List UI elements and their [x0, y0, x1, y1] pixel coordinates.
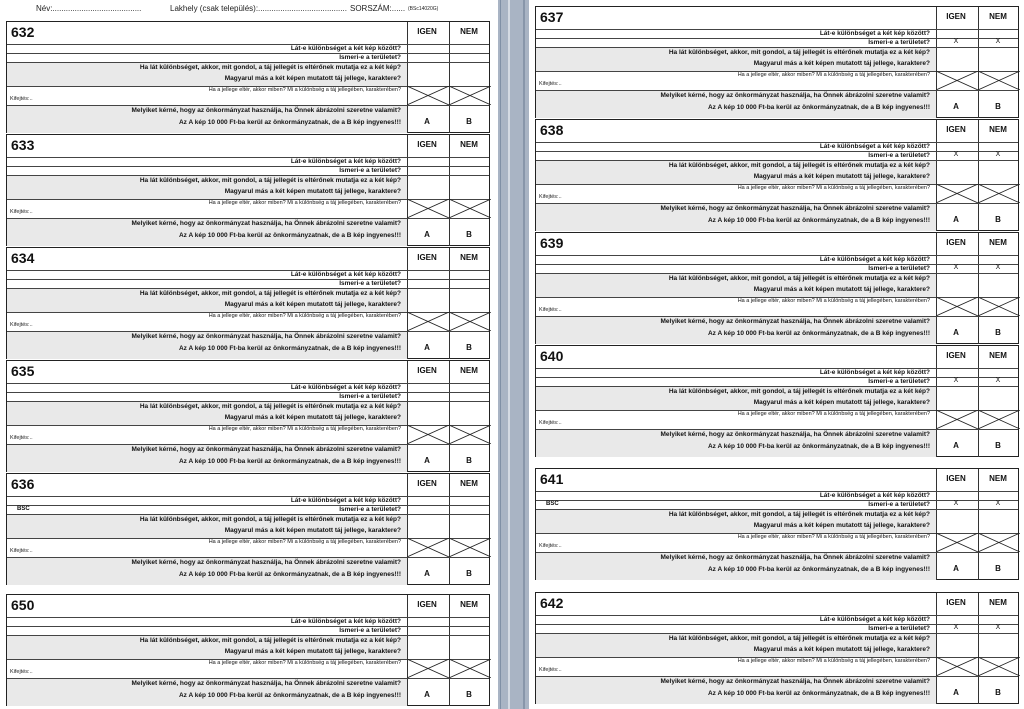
- x-mark-no: X: [995, 624, 1001, 631]
- question-how-different: Ha a jellege eltér, akkor miben? Mi a különbség a táj jellegében, karakterében?: [208, 539, 401, 545]
- question-block: [6, 247, 490, 359]
- question-difference: Lát-e különbséget a két kép között?: [290, 271, 401, 278]
- question-preference-b: Az A kép 10 000 Ft-ba kerül az önkormányzatnak, de a B kép ingyenes!!!: [707, 443, 930, 450]
- question-preference-b: Az A kép 10 000 Ft-ba kerül az önkormányzatnak, de a B kép ingyenes!!!: [707, 330, 930, 337]
- question-character-b: Magyarul más a két képen mutatott táj jellege, karaktere?: [224, 527, 401, 534]
- answer-b[interactable]: B: [466, 456, 472, 465]
- answer-b[interactable]: B: [995, 564, 1001, 573]
- question-character-b: Magyarul más a két képen mutatott táj jellege, karaktere?: [224, 414, 401, 421]
- no-column-header: NEM: [460, 140, 478, 149]
- yes-column-header: IGEN: [946, 12, 966, 21]
- explanation-label: Kifejtés:..: [539, 667, 562, 673]
- question-difference: Lát-e különbséget a két kép között?: [819, 492, 930, 499]
- question-know-area: Ismeri-e a területet?: [339, 393, 401, 400]
- explanation-label: Kifejtés:..: [10, 669, 33, 675]
- question-character-a: Ha lát különbséget, akkor, mit gondol, a táj jellegét is eltérőnek mutatja ez a két kép?: [668, 49, 930, 56]
- question-character-a: Ha lát különbséget, akkor, mit gondol, a táj jellegét is eltérőnek mutatja ez a két kép?: [139, 64, 401, 71]
- answer-b[interactable]: B: [466, 690, 472, 699]
- no-column-header: NEM: [989, 238, 1007, 247]
- question-preference-a: Melyiket kérné, hogy az önkormányzat használja, ha Önnek ábrázolni szeretne valamit?: [131, 107, 401, 114]
- question-difference: Lát-e különbséget a két kép között?: [819, 143, 930, 150]
- question-character-b: Magyarul más a két képen mutatott táj jellege, karaktere?: [224, 75, 401, 82]
- answer-b[interactable]: B: [995, 688, 1001, 697]
- crossed-cell: [449, 659, 491, 678]
- question-difference: Lát-e különbséget a két kép között?: [290, 158, 401, 165]
- question-character-b: Magyarul más a két képen mutatott táj jellege, karaktere?: [753, 646, 930, 653]
- question-know-area: Ismeri-e a területet?: [339, 167, 401, 174]
- question-know-area: Ismeri-e a területet?: [868, 378, 930, 385]
- crossed-cell: [407, 199, 449, 218]
- question-character-a: Ha lát különbséget, akkor, mit gondol, a táj jellegét is eltérőnek mutatja ez a két kép?: [668, 275, 930, 282]
- yes-column-header: IGEN: [417, 479, 437, 488]
- question-preference-a: Melyiket kérné, hogy az önkormányzat használja, ha Önnek ábrázolni szeretne valamit?: [660, 431, 930, 438]
- explanation-label: Kifejtés:..: [539, 307, 562, 313]
- x-mark-yes: X: [953, 500, 959, 507]
- explanation-label: Kifejtés:..: [10, 548, 33, 554]
- crossed-cell: [978, 410, 1020, 429]
- question-know-area: Ismeri-e a területet?: [339, 54, 401, 61]
- x-mark-no: X: [995, 151, 1001, 158]
- explanation-label: Kifejtés:..: [539, 81, 562, 87]
- explanation-label: Kifejtés:..: [539, 194, 562, 200]
- form-row: [536, 255, 1018, 264]
- question-preference-b: Az A kép 10 000 Ft-ba kerül az önkormányzatnak, de a B kép ingyenes!!!: [707, 217, 930, 224]
- form-row: [7, 279, 489, 288]
- x-mark-yes: X: [953, 624, 959, 631]
- question-character-a: Ha lát különbséget, akkor, mit gondol, a táj jellegét is eltérőnek mutatja ez a két kép?: [139, 516, 401, 523]
- question-block: [6, 594, 490, 706]
- question-know-area: Ismeri-e a területet?: [868, 39, 930, 46]
- question-difference: Lát-e különbséget a két kép között?: [290, 497, 401, 504]
- answer-a[interactable]: A: [953, 441, 959, 450]
- question-preference-a: Melyiket kérné, hogy az önkormányzat használja, ha Önnek ábrázolni szeretne valamit?: [660, 554, 930, 561]
- no-column-header: NEM: [989, 12, 1007, 21]
- divider-line: [523, 0, 525, 709]
- crossed-cell: [936, 410, 978, 429]
- divider-highlight: [508, 0, 510, 709]
- yes-column-header: IGEN: [946, 351, 966, 360]
- question-character-a: Ha lát különbséget, akkor, mit gondol, a táj jellegét is eltérőnek mutatja ez a két kép?: [139, 290, 401, 297]
- answer-b[interactable]: B: [995, 215, 1001, 224]
- image-pair-number: 632: [11, 24, 35, 40]
- form-row: [7, 166, 489, 175]
- answer-a[interactable]: A: [424, 117, 430, 126]
- question-character-a: Ha lát különbséget, akkor, mit gondol, a táj jellegét is eltérőnek mutatja ez a két kép?: [139, 403, 401, 410]
- answer-a[interactable]: A: [424, 690, 430, 699]
- question-know-area: Ismeri-e a területet?: [868, 265, 930, 272]
- question-character-a: Ha lát különbséget, akkor, mit gondol, a táj jellegét is eltérőnek mutatja ez a két kép?: [668, 388, 930, 395]
- image-pair-number: 634: [11, 250, 35, 266]
- question-preference-b: Az A kép 10 000 Ft-ba kerül az önkormányzatnak, de a B kép ingyenes!!!: [178, 571, 401, 578]
- image-pair-number: 637: [540, 9, 564, 25]
- image-pair-number: 641: [540, 471, 564, 487]
- explanation-label: Kifejtés:..: [10, 322, 33, 328]
- crossed-cell: [978, 184, 1020, 203]
- question-block: [535, 592, 1019, 704]
- yes-column-header: IGEN: [946, 474, 966, 483]
- answer-b[interactable]: B: [995, 328, 1001, 337]
- form-row: [7, 505, 489, 514]
- question-know-area: Ismeri-e a területet?: [339, 627, 401, 634]
- question-how-different: Ha a jellege eltér, akkor miben? Mi a különbség a táj jellegében, karakterében?: [737, 658, 930, 664]
- question-preference-a: Melyiket kérné, hogy az önkormányzat használja, ha Önnek ábrázolni szeretne valamit?: [131, 333, 401, 340]
- question-block: [6, 134, 490, 246]
- crossed-cell: [407, 312, 449, 331]
- image-pair-number: 635: [11, 363, 35, 379]
- crossed-cell: [936, 297, 978, 316]
- question-character-b: Magyarul más a két képen mutatott táj jellege, karaktere?: [224, 648, 401, 655]
- question-character-a: Ha lát különbséget, akkor, mit gondol, a táj jellegét is eltérőnek mutatja ez a két kép?: [668, 511, 930, 518]
- crossed-cell: [449, 538, 491, 557]
- image-pair-number: 633: [11, 137, 35, 153]
- x-mark-yes: X: [953, 151, 959, 158]
- form-row: [536, 368, 1018, 377]
- yes-column-header: IGEN: [417, 366, 437, 375]
- question-know-area: Ismeri-e a területet?: [868, 152, 930, 159]
- image-pair-number: 650: [11, 597, 35, 613]
- question-know-area: Ismeri-e a területet?: [868, 501, 930, 508]
- form-row: [536, 491, 1018, 500]
- yes-column-header: IGEN: [417, 140, 437, 149]
- page-divider: [498, 0, 529, 709]
- question-how-different: Ha a jellege eltér, akkor miben? Mi a különbség a táj jellegében, karakterében?: [737, 298, 930, 304]
- crossed-cell: [449, 312, 491, 331]
- bsc-note: BSC: [17, 506, 30, 512]
- crossed-cell: [978, 657, 1020, 676]
- crossed-cell: [978, 71, 1020, 90]
- answer-b[interactable]: B: [466, 117, 472, 126]
- divider-line: [500, 0, 501, 709]
- question-preference-b: Az A kép 10 000 Ft-ba kerül az önkormányzatnak, de a B kép ingyenes!!!: [707, 566, 930, 573]
- yes-column-header: IGEN: [417, 27, 437, 36]
- form-row: [7, 626, 489, 635]
- question-preference-b: Az A kép 10 000 Ft-ba kerül az önkormányzatnak, de a B kép ingyenes!!!: [178, 692, 401, 699]
- question-block: [535, 6, 1019, 118]
- x-mark-no: X: [995, 377, 1001, 384]
- question-difference: Lát-e különbséget a két kép között?: [290, 45, 401, 52]
- question-character-b: Magyarul más a két képen mutatott táj jellege, karaktere?: [753, 522, 930, 529]
- answer-a[interactable]: A: [424, 230, 430, 239]
- form-row: [7, 270, 489, 279]
- question-character-b: Magyarul más a két képen mutatott táj jellege, karaktere?: [224, 188, 401, 195]
- form-row: [7, 617, 489, 626]
- question-block: [6, 360, 490, 472]
- question-how-different: Ha a jellege eltér, akkor miben? Mi a különbség a táj jellegében, karakterében?: [737, 72, 930, 78]
- x-mark-no: X: [995, 38, 1001, 45]
- question-how-different: Ha a jellege eltér, akkor miben? Mi a különbség a táj jellegében, karakterében?: [208, 313, 401, 319]
- form-row: [536, 29, 1018, 38]
- no-column-header: NEM: [460, 27, 478, 36]
- yes-column-header: IGEN: [417, 600, 437, 609]
- explanation-label: Kifejtés:..: [10, 435, 33, 441]
- crossed-cell: [407, 425, 449, 444]
- question-know-area: Ismeri-e a területet?: [339, 506, 401, 513]
- question-preference-b: Az A kép 10 000 Ft-ba kerül az önkormányzatnak, de a B kép ingyenes!!!: [707, 104, 930, 111]
- crossed-cell: [936, 71, 978, 90]
- question-preference-a: Melyiket kérné, hogy az önkormányzat használja, ha Önnek ábrázolni szeretne valamit?: [660, 318, 930, 325]
- crossed-cell: [978, 533, 1020, 552]
- no-column-header: NEM: [460, 253, 478, 262]
- question-how-different: Ha a jellege eltér, akkor miben? Mi a különbség a táj jellegében, karakterében?: [208, 660, 401, 666]
- question-character-b: Magyarul más a két képen mutatott táj jellege, karaktere?: [753, 399, 930, 406]
- question-how-different: Ha a jellege eltér, akkor miben? Mi a különbség a táj jellegében, karakterében?: [737, 411, 930, 417]
- answer-a[interactable]: A: [953, 564, 959, 573]
- crossed-cell: [407, 86, 449, 105]
- answer-b[interactable]: B: [466, 230, 472, 239]
- no-column-header: NEM: [460, 366, 478, 375]
- question-how-different: Ha a jellege eltér, akkor miben? Mi a különbség a táj jellegében, karakterében?: [208, 87, 401, 93]
- question-preference-a: Melyiket kérné, hogy az önkormányzat használja, ha Önnek ábrázolni szeretne valamit?: [660, 678, 930, 685]
- question-difference: Lát-e különbséget a két kép között?: [290, 618, 401, 625]
- explanation-label: Kifejtés:..: [10, 209, 33, 215]
- form-row: [536, 142, 1018, 151]
- image-pair-number: 642: [540, 595, 564, 611]
- question-preference-b: Az A kép 10 000 Ft-ba kerül az önkormányzatnak, de a B kép ingyenes!!!: [178, 119, 401, 126]
- image-pair-number: 636: [11, 476, 35, 492]
- right-page: [529, 0, 1024, 709]
- form-row: [536, 615, 1018, 624]
- question-preference-a: Melyiket kérné, hogy az önkormányzat használja, ha Önnek ábrázolni szeretne valamit?: [660, 205, 930, 212]
- crossed-cell: [449, 86, 491, 105]
- serial-number-label: SORSZÁM:......: [350, 4, 406, 13]
- no-column-header: NEM: [989, 125, 1007, 134]
- form-header: [10, 4, 490, 18]
- answer-a[interactable]: A: [424, 343, 430, 352]
- question-preference-a: Melyiket kérné, hogy az önkormányzat használja, ha Önnek ábrázolni szeretne valamit?: [131, 446, 401, 453]
- question-character-b: Magyarul más a két képen mutatott táj jellege, karaktere?: [224, 301, 401, 308]
- no-column-header: NEM: [989, 351, 1007, 360]
- question-know-area: Ismeri-e a területet?: [339, 280, 401, 287]
- answer-a[interactable]: A: [424, 569, 430, 578]
- image-pair-number: 638: [540, 122, 564, 138]
- crossed-cell: [449, 199, 491, 218]
- crossed-cell: [449, 425, 491, 444]
- bsc-note: BSC: [546, 501, 559, 507]
- question-know-area: Ismeri-e a területet?: [868, 625, 930, 632]
- question-block: [6, 473, 490, 585]
- form-row: [7, 44, 489, 53]
- serial-code: (BSc14020G): [408, 6, 439, 12]
- x-mark-yes: X: [953, 377, 959, 384]
- no-column-header: NEM: [460, 600, 478, 609]
- image-pair-number: 640: [540, 348, 564, 364]
- question-difference: Lát-e különbséget a két kép között?: [819, 369, 930, 376]
- question-preference-a: Melyiket kérné, hogy az önkormányzat használja, ha Önnek ábrázolni szeretne valamit?: [131, 680, 401, 687]
- yes-column-header: IGEN: [417, 253, 437, 262]
- answer-b[interactable]: B: [466, 343, 472, 352]
- question-character-a: Ha lát különbséget, akkor, mit gondol, a táj jellegét is eltérőnek mutatja ez a két kép?: [668, 162, 930, 169]
- explanation-label: Kifejtés:..: [10, 96, 33, 102]
- x-mark-yes: X: [953, 38, 959, 45]
- question-block: [535, 468, 1019, 580]
- form-row: [7, 53, 489, 62]
- question-character-b: Magyarul más a két képen mutatott táj jellege, karaktere?: [753, 60, 930, 67]
- question-character-a: Ha lát különbséget, akkor, mit gondol, a táj jellegét is eltérőnek mutatja ez a két kép?: [139, 177, 401, 184]
- question-how-different: Ha a jellege eltér, akkor miben? Mi a különbség a táj jellegében, karakterében?: [737, 534, 930, 540]
- answer-b[interactable]: B: [995, 102, 1001, 111]
- yes-column-header: IGEN: [946, 598, 966, 607]
- answer-a[interactable]: A: [953, 215, 959, 224]
- question-character-a: Ha lát különbséget, akkor, mit gondol, a táj jellegét is eltérőnek mutatja ez a két kép?: [668, 635, 930, 642]
- question-block: [535, 345, 1019, 457]
- explanation-label: Kifejtés:..: [539, 543, 562, 549]
- question-difference: Lát-e különbséget a két kép között?: [290, 384, 401, 391]
- question-how-different: Ha a jellege eltér, akkor miben? Mi a különbség a táj jellegében, karakterében?: [208, 200, 401, 206]
- answer-b[interactable]: B: [466, 569, 472, 578]
- explanation-label: Kifejtés:..: [539, 420, 562, 426]
- no-column-header: NEM: [460, 479, 478, 488]
- question-preference-b: Az A kép 10 000 Ft-ba kerül az önkormányzatnak, de a B kép ingyenes!!!: [178, 345, 401, 352]
- name-field-label: Név:........................................: [36, 4, 142, 13]
- form-row: [7, 383, 489, 392]
- question-preference-b: Az A kép 10 000 Ft-ba kerül az önkormányzatnak, de a B kép ingyenes!!!: [178, 458, 401, 465]
- crossed-cell: [407, 659, 449, 678]
- image-pair-number: 639: [540, 235, 564, 251]
- no-column-header: NEM: [989, 598, 1007, 607]
- answer-a[interactable]: A: [953, 688, 959, 697]
- question-how-different: Ha a jellege eltér, akkor miben? Mi a különbség a táj jellegében, karakterében?: [208, 426, 401, 432]
- answer-a[interactable]: A: [953, 102, 959, 111]
- question-preference-a: Melyiket kérné, hogy az önkormányzat használja, ha Önnek ábrázolni szeretne valamit?: [131, 559, 401, 566]
- question-block: [6, 21, 490, 133]
- question-preference-b: Az A kép 10 000 Ft-ba kerül az önkormányzatnak, de a B kép ingyenes!!!: [178, 232, 401, 239]
- crossed-cell: [978, 297, 1020, 316]
- question-character-b: Magyarul más a két képen mutatott táj jellege, karaktere?: [753, 286, 930, 293]
- question-block: [535, 119, 1019, 231]
- question-block: [535, 232, 1019, 344]
- form-row: [7, 392, 489, 401]
- question-preference-b: Az A kép 10 000 Ft-ba kerül az önkormányzatnak, de a B kép ingyenes!!!: [707, 690, 930, 697]
- question-how-different: Ha a jellege eltér, akkor miben? Mi a különbség a táj jellegében, karakterében?: [737, 185, 930, 191]
- left-page: [0, 0, 498, 709]
- question-preference-a: Melyiket kérné, hogy az önkormányzat használja, ha Önnek ábrázolni szeretne valamit?: [131, 220, 401, 227]
- yes-column-header: IGEN: [946, 238, 966, 247]
- residence-field-label: Lakhely (csak település):........................................: [170, 4, 347, 13]
- question-difference: Lát-e különbséget a két kép között?: [819, 30, 930, 37]
- crossed-cell: [936, 657, 978, 676]
- x-mark-no: X: [995, 500, 1001, 507]
- crossed-cell: [407, 538, 449, 557]
- x-mark-yes: X: [953, 264, 959, 271]
- question-character-a: Ha lát különbséget, akkor, mit gondol, a táj jellegét is eltérőnek mutatja ez a két kép?: [139, 637, 401, 644]
- form-row: [7, 157, 489, 166]
- answer-a[interactable]: A: [424, 456, 430, 465]
- question-difference: Lát-e különbséget a két kép között?: [819, 616, 930, 623]
- x-mark-no: X: [995, 264, 1001, 271]
- answer-a[interactable]: A: [953, 328, 959, 337]
- form-row: [7, 496, 489, 505]
- question-difference: Lát-e különbséget a két kép között?: [819, 256, 930, 263]
- answer-b[interactable]: B: [995, 441, 1001, 450]
- crossed-cell: [936, 533, 978, 552]
- question-preference-a: Melyiket kérné, hogy az önkormányzat használja, ha Önnek ábrázolni szeretne valamit?: [660, 92, 930, 99]
- yes-column-header: IGEN: [946, 125, 966, 134]
- no-column-header: NEM: [989, 474, 1007, 483]
- crossed-cell: [936, 184, 978, 203]
- question-character-b: Magyarul más a két képen mutatott táj jellege, karaktere?: [753, 173, 930, 180]
